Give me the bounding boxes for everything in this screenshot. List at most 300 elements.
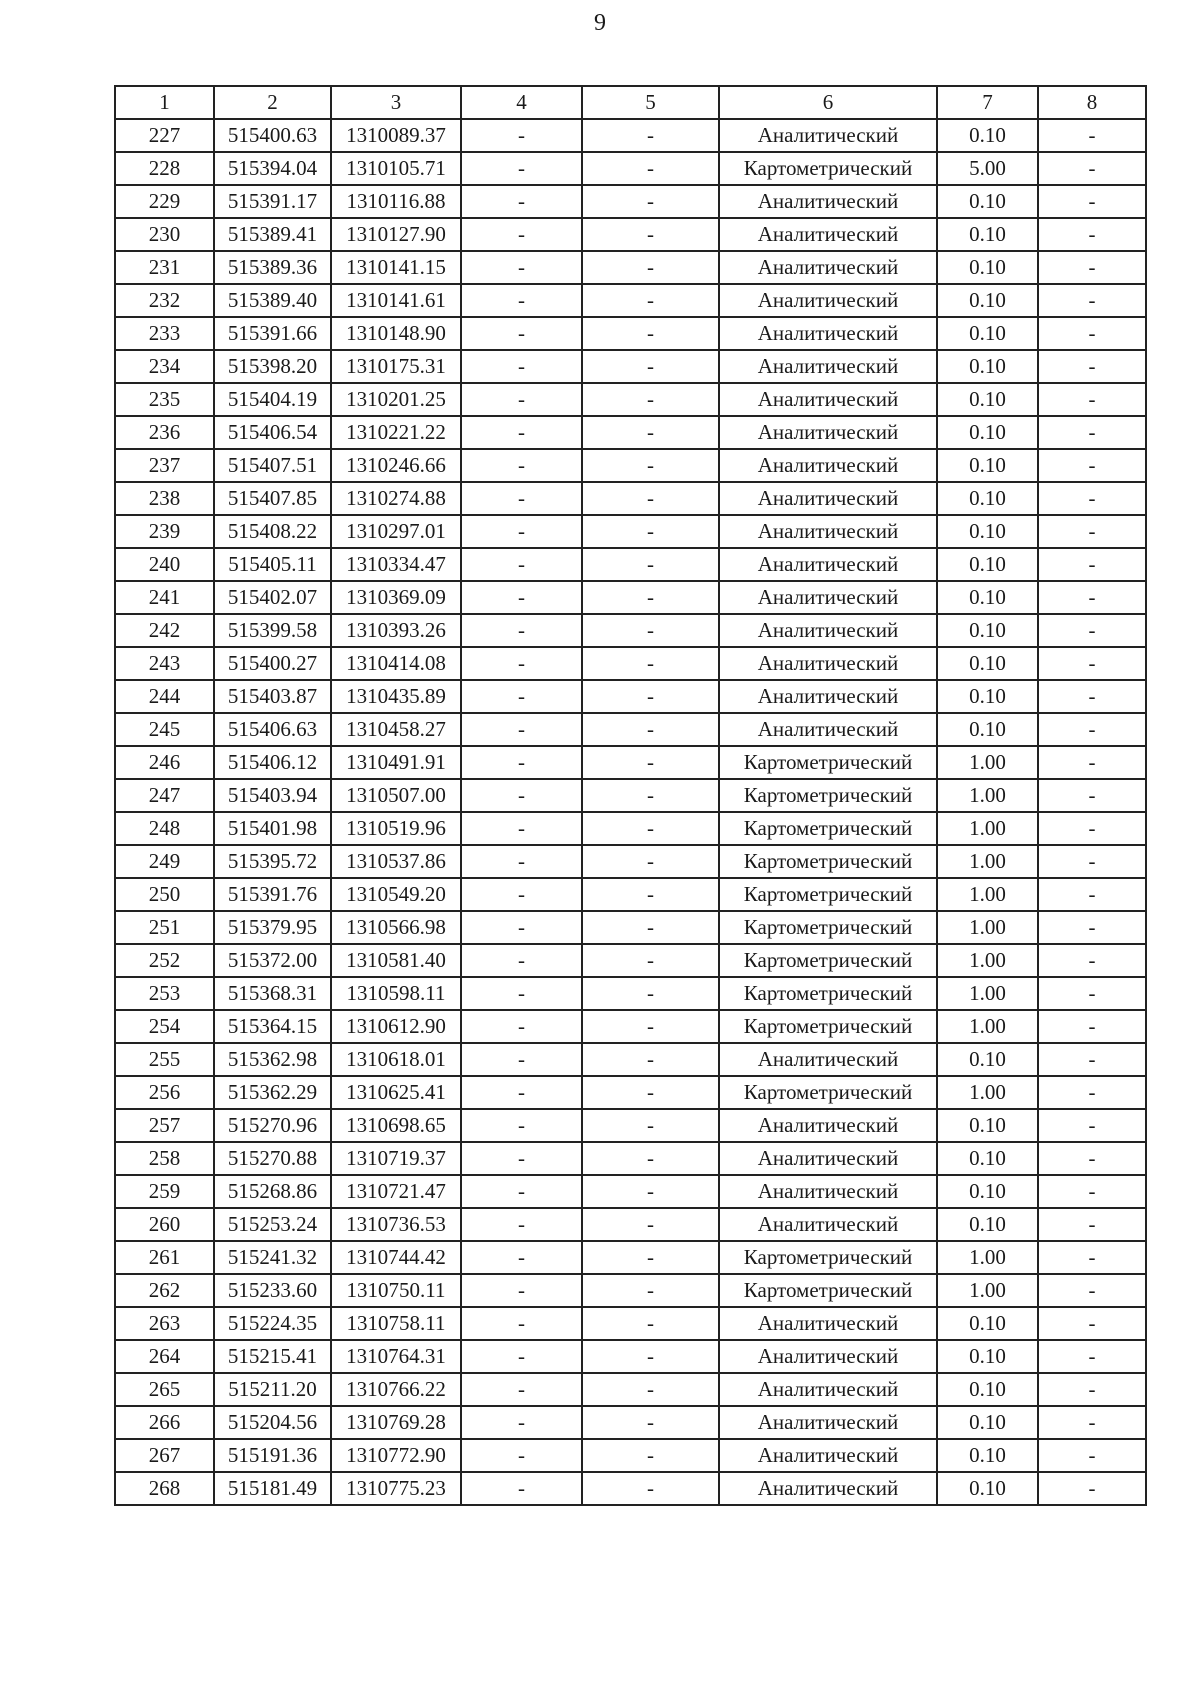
table-row (115, 878, 1146, 911)
method-cell: Картометрический (719, 1274, 937, 1307)
table-row (115, 713, 1146, 746)
point-number-cell: 235 (115, 383, 214, 416)
col8-cell: - (1038, 515, 1146, 548)
accuracy-cell: 0.10 (937, 185, 1038, 218)
accuracy-cell: 0.10 (937, 449, 1038, 482)
accuracy-cell: 0.10 (937, 1373, 1038, 1406)
accuracy-cell: 1.00 (937, 746, 1038, 779)
col4-cell: - (461, 350, 582, 383)
accuracy-cell: 0.10 (937, 1307, 1038, 1340)
point-number-cell: 230 (115, 218, 214, 251)
col8-cell: - (1038, 1208, 1146, 1241)
point-number-cell: 254 (115, 1010, 214, 1043)
point-number-cell: 231 (115, 251, 214, 284)
col5-cell: - (582, 1406, 719, 1439)
col4-cell: - (461, 1109, 582, 1142)
y-coordinate-cell: 1310141.15 (331, 251, 461, 284)
col4-cell: - (461, 1142, 582, 1175)
column-header: 5 (582, 86, 719, 119)
method-cell: Картометрический (719, 911, 937, 944)
column-header: 4 (461, 86, 582, 119)
col4-cell: - (461, 1043, 582, 1076)
col5-cell: - (582, 977, 719, 1010)
table-row (115, 1439, 1146, 1472)
col4-cell: - (461, 251, 582, 284)
col4-cell: - (461, 911, 582, 944)
point-number-cell: 228 (115, 152, 214, 185)
col4-cell: - (461, 317, 582, 350)
col8-cell: - (1038, 1241, 1146, 1274)
column-header: 3 (331, 86, 461, 119)
method-cell: Аналитический (719, 185, 937, 218)
col4-cell: - (461, 944, 582, 977)
method-cell: Картометрический (719, 746, 937, 779)
col8-cell: - (1038, 1274, 1146, 1307)
col8-cell: - (1038, 350, 1146, 383)
y-coordinate-cell: 1310274.88 (331, 482, 461, 515)
col4-cell: - (461, 1274, 582, 1307)
col4-cell: - (461, 449, 582, 482)
col8-cell: - (1038, 845, 1146, 878)
method-cell: Аналитический (719, 1307, 937, 1340)
accuracy-cell: 1.00 (937, 1241, 1038, 1274)
table-row (115, 185, 1146, 218)
accuracy-cell: 0.10 (937, 1208, 1038, 1241)
method-cell: Аналитический (719, 581, 937, 614)
accuracy-cell: 0.10 (937, 1175, 1038, 1208)
col4-cell: - (461, 1439, 582, 1472)
method-cell: Аналитический (719, 1472, 937, 1505)
point-number-cell: 255 (115, 1043, 214, 1076)
point-number-cell: 242 (115, 614, 214, 647)
accuracy-cell: 0.10 (937, 218, 1038, 251)
col4-cell: - (461, 185, 582, 218)
col8-cell: - (1038, 548, 1146, 581)
col5-cell: - (582, 1076, 719, 1109)
col4-cell: - (461, 746, 582, 779)
col8-cell: - (1038, 1307, 1146, 1340)
table-row (115, 1043, 1146, 1076)
x-coordinate-cell: 515270.96 (214, 1109, 331, 1142)
x-coordinate-cell: 515406.12 (214, 746, 331, 779)
col8-cell: - (1038, 977, 1146, 1010)
x-coordinate-cell: 515405.11 (214, 548, 331, 581)
col5-cell: - (582, 779, 719, 812)
x-coordinate-cell: 515389.40 (214, 284, 331, 317)
column-header: 1 (115, 86, 214, 119)
col4-cell: - (461, 383, 582, 416)
col5-cell: - (582, 1043, 719, 1076)
point-number-cell: 232 (115, 284, 214, 317)
col5-cell: - (582, 317, 719, 350)
point-number-cell: 251 (115, 911, 214, 944)
method-cell: Аналитический (719, 317, 937, 350)
col8-cell: - (1038, 152, 1146, 185)
column-header: 6 (719, 86, 937, 119)
header-row (115, 86, 1146, 119)
col4-cell: - (461, 152, 582, 185)
col8-cell: - (1038, 812, 1146, 845)
point-number-cell: 250 (115, 878, 214, 911)
col5-cell: - (582, 416, 719, 449)
table-row (115, 482, 1146, 515)
col5-cell: - (582, 1307, 719, 1340)
method-cell: Аналитический (719, 1109, 937, 1142)
col4-cell: - (461, 548, 582, 581)
col4-cell: - (461, 581, 582, 614)
col8-cell: - (1038, 746, 1146, 779)
x-coordinate-cell: 515406.63 (214, 713, 331, 746)
x-coordinate-cell: 515394.04 (214, 152, 331, 185)
accuracy-cell: 0.10 (937, 548, 1038, 581)
col5-cell: - (582, 1109, 719, 1142)
y-coordinate-cell: 1310221.22 (331, 416, 461, 449)
col4-cell: - (461, 119, 582, 152)
col5-cell: - (582, 119, 719, 152)
method-cell: Картометрический (719, 152, 937, 185)
x-coordinate-cell: 515368.31 (214, 977, 331, 1010)
y-coordinate-cell: 1310141.61 (331, 284, 461, 317)
col5-cell: - (582, 1340, 719, 1373)
method-cell: Аналитический (719, 383, 937, 416)
table-row (115, 1241, 1146, 1274)
col5-cell: - (582, 1208, 719, 1241)
accuracy-cell: 0.10 (937, 1142, 1038, 1175)
col4-cell: - (461, 878, 582, 911)
col8-cell: - (1038, 1010, 1146, 1043)
col4-cell: - (461, 713, 582, 746)
table-row (115, 1307, 1146, 1340)
point-number-cell: 263 (115, 1307, 214, 1340)
col8-cell: - (1038, 1109, 1146, 1142)
accuracy-cell: 1.00 (937, 911, 1038, 944)
table-row (115, 944, 1146, 977)
accuracy-cell: 0.10 (937, 251, 1038, 284)
table-row (115, 1109, 1146, 1142)
x-coordinate-cell: 515241.32 (214, 1241, 331, 1274)
y-coordinate-cell: 1310736.53 (331, 1208, 461, 1241)
x-coordinate-cell: 515391.17 (214, 185, 331, 218)
y-coordinate-cell: 1310507.00 (331, 779, 461, 812)
col4-cell: - (461, 1472, 582, 1505)
method-cell: Аналитический (719, 1142, 937, 1175)
point-number-cell: 252 (115, 944, 214, 977)
page-number: 9 (594, 10, 606, 36)
x-coordinate-cell: 515211.20 (214, 1373, 331, 1406)
point-number-cell: 233 (115, 317, 214, 350)
col5-cell: - (582, 1373, 719, 1406)
accuracy-cell: 0.10 (937, 515, 1038, 548)
method-cell: Аналитический (719, 680, 937, 713)
accuracy-cell: 0.10 (937, 1109, 1038, 1142)
method-cell: Аналитический (719, 251, 937, 284)
accuracy-cell: 0.10 (937, 350, 1038, 383)
method-cell: Аналитический (719, 1175, 937, 1208)
col5-cell: - (582, 515, 719, 548)
method-cell: Аналитический (719, 350, 937, 383)
col8-cell: - (1038, 944, 1146, 977)
x-coordinate-cell: 515372.00 (214, 944, 331, 977)
table-row (115, 515, 1146, 548)
table-row (115, 977, 1146, 1010)
method-cell: Аналитический (719, 284, 937, 317)
col8-cell: - (1038, 779, 1146, 812)
y-coordinate-cell: 1310246.66 (331, 449, 461, 482)
method-cell: Аналитический (719, 1439, 937, 1472)
col8-cell: - (1038, 284, 1146, 317)
table-row (115, 845, 1146, 878)
col5-cell: - (582, 713, 719, 746)
x-coordinate-cell: 515402.07 (214, 581, 331, 614)
point-number-cell: 266 (115, 1406, 214, 1439)
method-cell: Аналитический (719, 119, 937, 152)
col5-cell: - (582, 1274, 719, 1307)
point-number-cell: 234 (115, 350, 214, 383)
y-coordinate-cell: 1310393.26 (331, 614, 461, 647)
method-cell: Аналитический (719, 515, 937, 548)
table-row (115, 812, 1146, 845)
accuracy-cell: 0.10 (937, 317, 1038, 350)
point-number-cell: 239 (115, 515, 214, 548)
accuracy-cell: 0.10 (937, 1406, 1038, 1439)
table-row (115, 251, 1146, 284)
col4-cell: - (461, 1175, 582, 1208)
point-number-cell: 243 (115, 647, 214, 680)
table-row (115, 152, 1146, 185)
x-coordinate-cell: 515364.15 (214, 1010, 331, 1043)
x-coordinate-cell: 515404.19 (214, 383, 331, 416)
method-cell: Картометрический (719, 779, 937, 812)
point-number-cell: 244 (115, 680, 214, 713)
point-number-cell: 267 (115, 1439, 214, 1472)
point-number-cell: 227 (115, 119, 214, 152)
accuracy-cell: 1.00 (937, 1076, 1038, 1109)
col5-cell: - (582, 746, 719, 779)
method-cell: Картометрический (719, 878, 937, 911)
col5-cell: - (582, 548, 719, 581)
x-coordinate-cell: 515399.58 (214, 614, 331, 647)
accuracy-cell: 0.10 (937, 680, 1038, 713)
x-coordinate-cell: 515268.86 (214, 1175, 331, 1208)
col4-cell: - (461, 1373, 582, 1406)
method-cell: Аналитический (719, 1043, 937, 1076)
point-number-cell: 257 (115, 1109, 214, 1142)
col5-cell: - (582, 812, 719, 845)
x-coordinate-cell: 515389.36 (214, 251, 331, 284)
y-coordinate-cell: 1310201.25 (331, 383, 461, 416)
y-coordinate-cell: 1310750.11 (331, 1274, 461, 1307)
accuracy-cell: 5.00 (937, 152, 1038, 185)
point-number-cell: 248 (115, 812, 214, 845)
y-coordinate-cell: 1310089.37 (331, 119, 461, 152)
col5-cell: - (582, 383, 719, 416)
col4-cell: - (461, 614, 582, 647)
y-coordinate-cell: 1310744.42 (331, 1241, 461, 1274)
col5-cell: - (582, 1241, 719, 1274)
accuracy-cell: 1.00 (937, 779, 1038, 812)
y-coordinate-cell: 1310598.11 (331, 977, 461, 1010)
method-cell: Аналитический (719, 1373, 937, 1406)
col5-cell: - (582, 482, 719, 515)
y-coordinate-cell: 1310766.22 (331, 1373, 461, 1406)
col8-cell: - (1038, 1340, 1146, 1373)
col4-cell: - (461, 416, 582, 449)
table-row (115, 614, 1146, 647)
x-coordinate-cell: 515362.98 (214, 1043, 331, 1076)
col5-cell: - (582, 1439, 719, 1472)
col5-cell: - (582, 1175, 719, 1208)
accuracy-cell: 1.00 (937, 812, 1038, 845)
column-header: 2 (214, 86, 331, 119)
table-row (115, 1472, 1146, 1505)
col8-cell: - (1038, 878, 1146, 911)
col5-cell: - (582, 911, 719, 944)
column-header: 7 (937, 86, 1038, 119)
accuracy-cell: 0.10 (937, 647, 1038, 680)
y-coordinate-cell: 1310625.41 (331, 1076, 461, 1109)
accuracy-cell: 1.00 (937, 845, 1038, 878)
method-cell: Картометрический (719, 977, 937, 1010)
accuracy-cell: 0.10 (937, 1043, 1038, 1076)
x-coordinate-cell: 515401.98 (214, 812, 331, 845)
table-row (115, 647, 1146, 680)
col8-cell: - (1038, 251, 1146, 284)
accuracy-cell: 1.00 (937, 1010, 1038, 1043)
point-number-cell: 229 (115, 185, 214, 218)
x-coordinate-cell: 515400.27 (214, 647, 331, 680)
col5-cell: - (582, 1010, 719, 1043)
y-coordinate-cell: 1310334.47 (331, 548, 461, 581)
method-cell: Аналитический (719, 1340, 937, 1373)
col5-cell: - (582, 1472, 719, 1505)
coordinates-table (114, 85, 1147, 1506)
y-coordinate-cell: 1310764.31 (331, 1340, 461, 1373)
accuracy-cell: 1.00 (937, 1274, 1038, 1307)
y-coordinate-cell: 1310458.27 (331, 713, 461, 746)
point-number-cell: 249 (115, 845, 214, 878)
point-number-cell: 247 (115, 779, 214, 812)
x-coordinate-cell: 515181.49 (214, 1472, 331, 1505)
col5-cell: - (582, 680, 719, 713)
col8-cell: - (1038, 1142, 1146, 1175)
method-cell: Аналитический (719, 1406, 937, 1439)
col8-cell: - (1038, 581, 1146, 614)
col8-cell: - (1038, 383, 1146, 416)
table-row (115, 1175, 1146, 1208)
table-row (115, 449, 1146, 482)
col8-cell: - (1038, 1406, 1146, 1439)
y-coordinate-cell: 1310775.23 (331, 1472, 461, 1505)
x-coordinate-cell: 515391.66 (214, 317, 331, 350)
x-coordinate-cell: 515233.60 (214, 1274, 331, 1307)
col4-cell: - (461, 845, 582, 878)
method-cell: Аналитический (719, 548, 937, 581)
col5-cell: - (582, 944, 719, 977)
col5-cell: - (582, 1142, 719, 1175)
point-number-cell: 245 (115, 713, 214, 746)
col5-cell: - (582, 581, 719, 614)
accuracy-cell: 1.00 (937, 977, 1038, 1010)
col5-cell: - (582, 251, 719, 284)
col8-cell: - (1038, 1439, 1146, 1472)
x-coordinate-cell: 515398.20 (214, 350, 331, 383)
col8-cell: - (1038, 482, 1146, 515)
column-header: 8 (1038, 86, 1146, 119)
col5-cell: - (582, 185, 719, 218)
point-number-cell: 260 (115, 1208, 214, 1241)
table-row (115, 218, 1146, 251)
col4-cell: - (461, 812, 582, 845)
x-coordinate-cell: 515391.76 (214, 878, 331, 911)
table-row (115, 680, 1146, 713)
y-coordinate-cell: 1310519.96 (331, 812, 461, 845)
y-coordinate-cell: 1310721.47 (331, 1175, 461, 1208)
y-coordinate-cell: 1310581.40 (331, 944, 461, 977)
col8-cell: - (1038, 185, 1146, 218)
col5-cell: - (582, 350, 719, 383)
method-cell: Аналитический (719, 647, 937, 680)
method-cell: Аналитический (719, 482, 937, 515)
x-coordinate-cell: 515403.94 (214, 779, 331, 812)
point-number-cell: 253 (115, 977, 214, 1010)
accuracy-cell: 0.10 (937, 482, 1038, 515)
col8-cell: - (1038, 317, 1146, 350)
col4-cell: - (461, 515, 582, 548)
col4-cell: - (461, 1406, 582, 1439)
point-number-cell: 241 (115, 581, 214, 614)
col4-cell: - (461, 647, 582, 680)
table-row (115, 1208, 1146, 1241)
y-coordinate-cell: 1310148.90 (331, 317, 461, 350)
accuracy-cell: 0.10 (937, 284, 1038, 317)
accuracy-cell: 0.10 (937, 1439, 1038, 1472)
y-coordinate-cell: 1310175.31 (331, 350, 461, 383)
table-row (115, 119, 1146, 152)
col8-cell: - (1038, 119, 1146, 152)
accuracy-cell: 0.10 (937, 119, 1038, 152)
col5-cell: - (582, 218, 719, 251)
y-coordinate-cell: 1310549.20 (331, 878, 461, 911)
table-row (115, 317, 1146, 350)
col5-cell: - (582, 614, 719, 647)
y-coordinate-cell: 1310369.09 (331, 581, 461, 614)
point-number-cell: 237 (115, 449, 214, 482)
accuracy-cell: 0.10 (937, 614, 1038, 647)
table-row (115, 350, 1146, 383)
col4-cell: - (461, 482, 582, 515)
point-number-cell: 268 (115, 1472, 214, 1505)
y-coordinate-cell: 1310435.89 (331, 680, 461, 713)
table-body (115, 119, 1146, 1505)
table-row (115, 1373, 1146, 1406)
method-cell: Аналитический (719, 218, 937, 251)
y-coordinate-cell: 1310491.91 (331, 746, 461, 779)
method-cell: Картометрический (719, 812, 937, 845)
y-coordinate-cell: 1310612.90 (331, 1010, 461, 1043)
point-number-cell: 265 (115, 1373, 214, 1406)
col4-cell: - (461, 1307, 582, 1340)
table-row (115, 284, 1146, 317)
col5-cell: - (582, 449, 719, 482)
table-row (115, 383, 1146, 416)
col4-cell: - (461, 1241, 582, 1274)
table-row (115, 416, 1146, 449)
accuracy-cell: 1.00 (937, 944, 1038, 977)
col8-cell: - (1038, 1373, 1146, 1406)
x-coordinate-cell: 515395.72 (214, 845, 331, 878)
accuracy-cell: 0.10 (937, 1340, 1038, 1373)
point-number-cell: 262 (115, 1274, 214, 1307)
